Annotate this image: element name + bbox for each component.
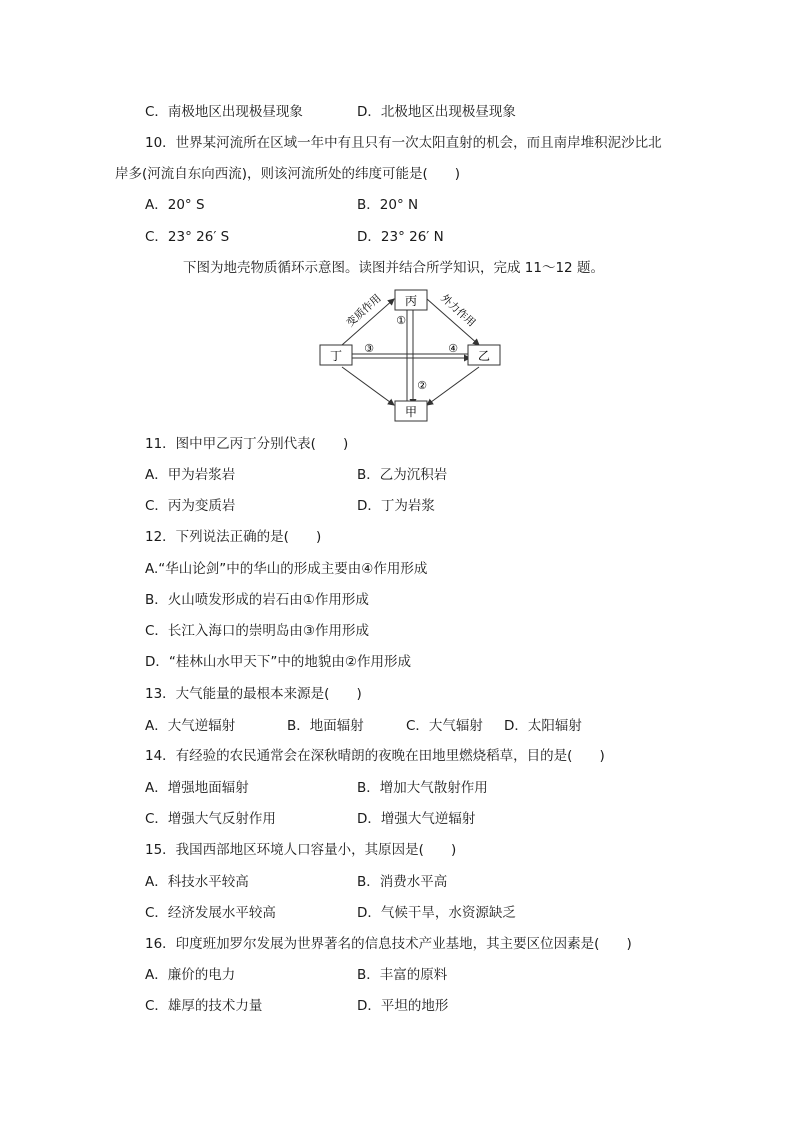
q13-option-b: B．地面辐射 (287, 718, 364, 734)
label-metamorphism: 变质作用 (344, 292, 384, 330)
q9-option-c: C．南极地区出现极昼现象 (145, 104, 303, 120)
q10-option-b: B．20° N (357, 197, 419, 213)
q15-option-b: B．消费水平高 (357, 874, 448, 890)
q10-option-a: A．20° S (145, 197, 205, 213)
label-yi: 乙 (477, 349, 491, 363)
diagram-intro: 下图为地壳物质循环示意图。读图并结合所学知识，完成 11～12 题。 (183, 260, 604, 276)
number-2: ② (417, 379, 427, 392)
q14-stem: 14．有经验的农民通常会在深秋晴朗的夜晚在田地里燃烧稻草，目的是( ) (145, 748, 605, 764)
q14-option-c: C．增强大气反射作用 (145, 811, 276, 827)
q16-option-a: A．廉价的电力 (145, 967, 236, 983)
q13-option-d: D．太阳辐射 (504, 718, 582, 734)
label-bing: 丙 (404, 294, 418, 308)
q12-option-a: A.“华山论剑”中的华山的形成主要由④作用形成 (145, 561, 428, 577)
q11-option-a: A．甲为岩浆岩 (145, 467, 236, 483)
number-1: ① (396, 314, 406, 327)
q15-option-d: D．气候干旱，水资源缺乏 (357, 905, 516, 921)
number-4: ④ (448, 342, 458, 355)
number-3: ③ (364, 342, 374, 355)
q12-stem: 12．下列说法正确的是( ) (145, 529, 322, 545)
q13-option-a: A．大气逆辐射 (145, 718, 236, 734)
q13-stem: 13．大气能量的最根本来源是( ) (145, 686, 362, 702)
q10-stem-line1: 10．世界某河流所在区域一年中有且只有一次太阳直射的机会，而且南岸堆积泥沙比北 (145, 135, 662, 151)
q14-option-b: B．增加大气散射作用 (357, 780, 488, 796)
q15-stem: 15．我国西部地区环境人口容量小，其原因是( ) (145, 842, 457, 858)
q11-stem: 11．图中甲乙丙丁分别代表( ) (145, 436, 349, 452)
q16-option-d: D．平坦的地形 (357, 998, 449, 1014)
q9-option-d: D．北极地区出现极昼现象 (357, 104, 516, 120)
q15-option-a: A．科技水平较高 (145, 874, 249, 890)
label-jia: 甲 (404, 405, 418, 419)
rock-cycle-diagram (310, 283, 510, 425)
q10-stem-line2: 岸多(河流自东向西流)，则该河流所处的纬度可能是( ) (115, 166, 461, 182)
label-ding: 丁 (329, 349, 343, 363)
q12-option-d: D．“桂林山水甲天下”中的地貌由②作用形成 (145, 654, 411, 670)
arrow-ding-to-jia (342, 367, 394, 405)
label-external-force: 外力作用 (438, 292, 478, 330)
q16-stem: 16．印度班加罗尔发展为世界著名的信息技术产业基地，其主要区位因素是( ) (145, 936, 632, 952)
q15-option-c: C．经济发展水平较高 (145, 905, 276, 921)
q12-option-b: B．火山喷发形成的岩石由①作用形成 (145, 592, 369, 608)
q12-option-c: C．长江入海口的崇明岛由③作用形成 (145, 623, 370, 639)
q13-option-c: C．大气辐射 (406, 718, 483, 734)
q10-option-d: D．23° 26′ N (357, 229, 444, 245)
q11-option-b: B．乙为沉积岩 (357, 467, 448, 483)
q11-option-d: D．丁为岩浆 (357, 498, 435, 514)
q16-option-b: B．丰富的原料 (357, 967, 448, 983)
q14-option-d: D．增强大气逆辐射 (357, 811, 476, 827)
q16-option-c: C．雄厚的技术力量 (145, 998, 263, 1014)
q14-option-a: A．增强地面辐射 (145, 780, 249, 796)
q10-option-c: C．23° 26′ S (145, 229, 230, 245)
q11-option-c: C．丙为变质岩 (145, 498, 236, 514)
arrow-yi-to-jia (427, 367, 479, 405)
